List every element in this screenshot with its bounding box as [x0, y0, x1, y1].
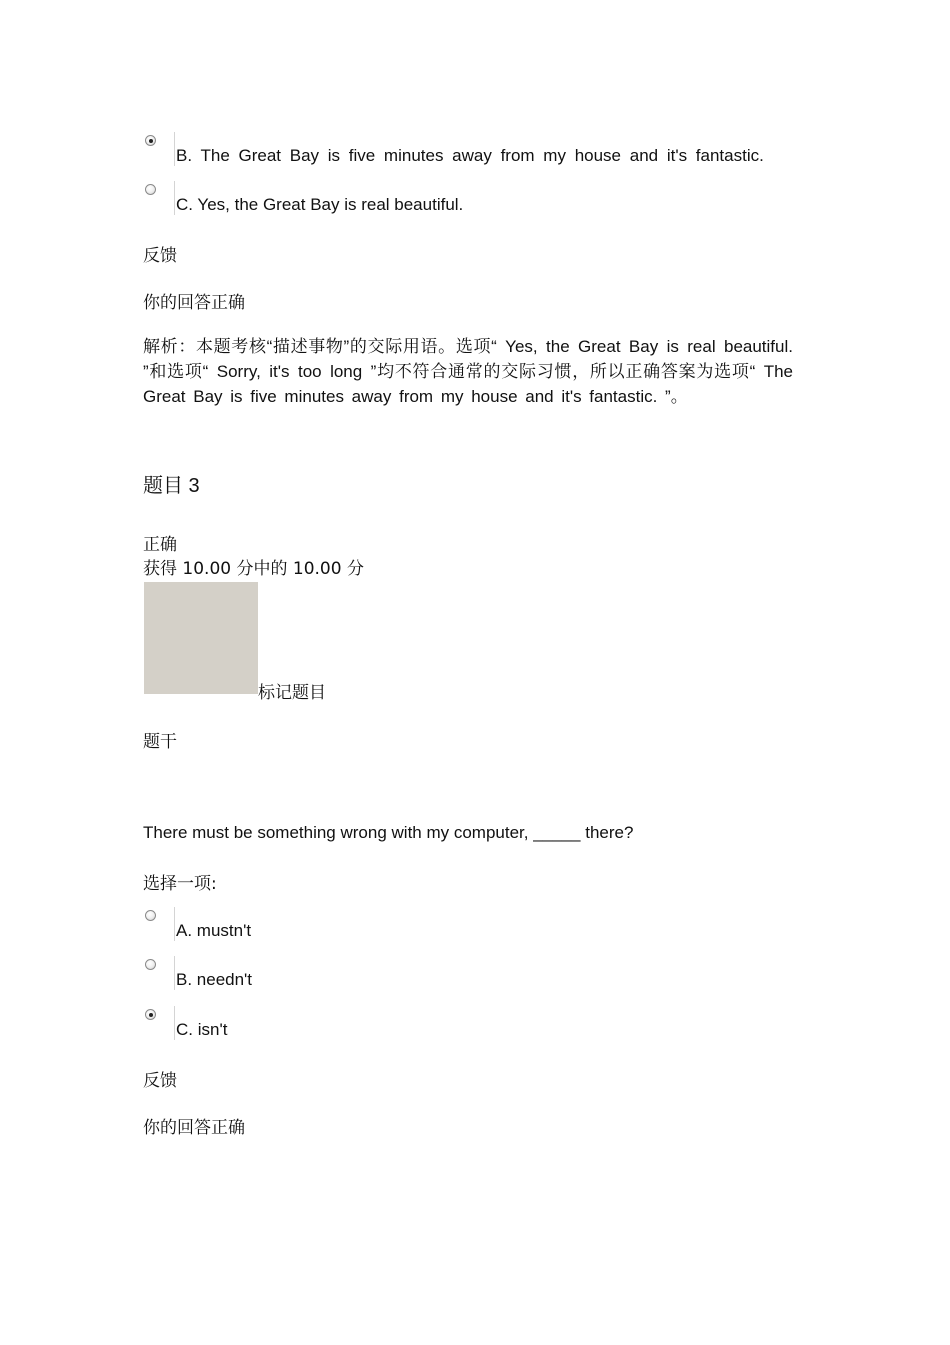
flag-question-link[interactable]: 标记题目 — [258, 683, 326, 703]
option-c[interactable] — [143, 181, 843, 221]
option-divider — [174, 907, 175, 941]
option-divider — [174, 956, 175, 990]
option-label: B. The Great Bay is five minutes away from my house and it's fantastic. — [176, 146, 764, 165]
option-divider — [174, 132, 175, 166]
feedback-result: 你的回答正确 — [143, 1118, 245, 1138]
radio-unselected-icon[interactable] — [145, 184, 156, 195]
radio-unselected-icon[interactable] — [145, 959, 156, 970]
question-text: There must be something wrong with my computer, _____ there? — [143, 823, 634, 842]
option-a[interactable] — [143, 907, 843, 947]
option-label: B. needn't — [176, 970, 253, 989]
analysis-text: 解析：本题考核“描述事物”的交际用语。选项“ Yes, the Great Bay is real beautiful. ”和选项“ Sorry, it's too long ”均不符合通常的交际习惯，所以正确答案为选项“ The Great Bay is five minutes away from my house and it's fantastic. ”。 — [143, 337, 793, 406]
question-title: 题目 3 — [143, 475, 200, 497]
option-label: C. isn't — [176, 1020, 228, 1039]
radio-selected-icon[interactable] — [145, 1009, 156, 1020]
question-status: 正确 — [143, 535, 177, 555]
option-b[interactable] — [143, 956, 843, 996]
feedback-result: 你的回答正确 — [143, 293, 245, 313]
flag-question-icon[interactable] — [144, 582, 258, 694]
option-b[interactable] — [143, 132, 843, 172]
option-divider — [174, 1006, 175, 1040]
radio-unselected-icon[interactable] — [145, 910, 156, 921]
option-c[interactable] — [143, 1006, 843, 1046]
feedback-heading: 反馈 — [143, 246, 177, 266]
option-label: A. mustn't — [176, 921, 252, 940]
option-divider — [174, 181, 175, 215]
question-score: 获得 10.00 分中的 10.00 分 — [143, 559, 364, 579]
feedback-heading: 反馈 — [143, 1071, 177, 1091]
choose-prompt: 选择一项: — [143, 874, 217, 894]
stem-heading: 题干 — [143, 732, 177, 752]
radio-selected-icon[interactable] — [145, 135, 156, 146]
option-label: C. Yes, the Great Bay is real beautiful. — [176, 195, 464, 214]
